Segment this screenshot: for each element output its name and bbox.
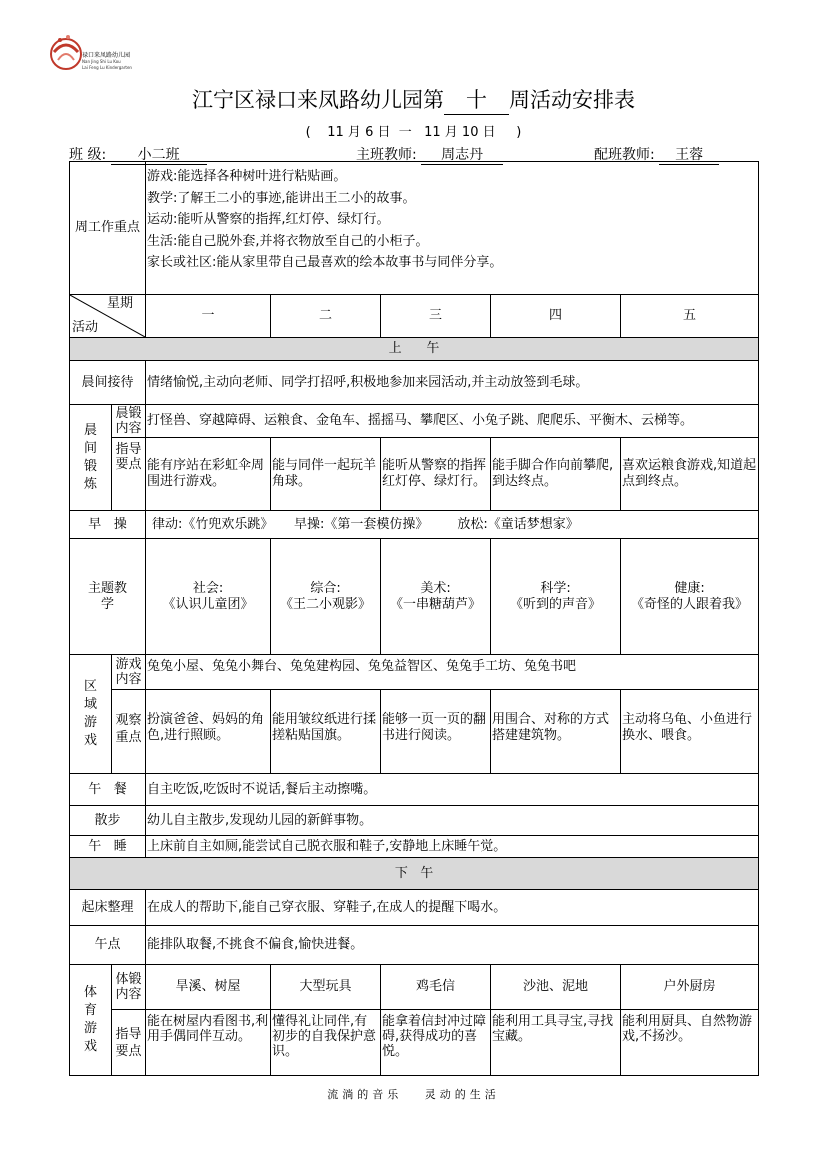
exercise-guide-row: [70, 438, 759, 511]
pe-guide-label: 指导要点: [112, 1010, 146, 1076]
pe-guide-thu: 能利用工具寻宝,寻找宝藏。: [491, 1010, 621, 1076]
walk-label: 散步: [70, 806, 146, 836]
area-observe-mon: 扮演爸爸、妈妈的角色,进行照顾。: [146, 690, 271, 774]
assist-teacher-value: 王蓉: [659, 144, 719, 165]
corner-cell: [70, 295, 146, 338]
class-value: 小二班: [111, 144, 207, 165]
theme-thu: [491, 539, 621, 655]
week-number: 十: [444, 84, 509, 115]
wake-text: 在成人的帮助下,能自己穿衣服、穿鞋子,在成人的提醒下喝水。: [146, 890, 759, 926]
weekly-schedule-table: [69, 161, 759, 1076]
theme-subject: 健康:: [674, 580, 705, 596]
weekday-wed: 三: [381, 295, 491, 338]
snack-row: [70, 926, 759, 965]
area-observe-wed: 能够一页一页的翻书进行阅读。: [381, 690, 491, 774]
drill-row: [70, 511, 759, 539]
theme-title: 《王二小观影》: [280, 596, 372, 612]
pe-group-label: 体育游戏: [70, 965, 112, 1076]
exercise-content-label: 晨锻内容: [112, 405, 146, 438]
kindergarten-logo: [44, 30, 144, 74]
weekday-mon: 一: [146, 295, 271, 338]
footer-motto: 流淌的音乐 灵动的生活: [327, 1088, 500, 1101]
focus-content: [146, 162, 759, 295]
exercise-guide-thu: 能手脚合作向前攀爬,到达终点。: [491, 438, 621, 511]
pe-content-thu: 沙池、泥地: [491, 965, 621, 1010]
exercise-guide-mon: 能有序站在彩虹伞周围进行游戏。: [146, 438, 271, 511]
theme-fri: [621, 539, 759, 655]
area-observe-thu: 用围合、对称的方式搭建建筑物。: [491, 690, 621, 774]
theme-subject: 科学:: [540, 580, 571, 596]
head-teacher-label: 主班教师:: [356, 147, 417, 163]
nap-label: 午 睡: [70, 836, 146, 858]
exercise-group-label: 晨间锻炼: [70, 405, 112, 511]
focus-label: 周工作重点: [70, 162, 146, 295]
area-content-label: 游戏内容: [112, 655, 146, 690]
pe-content-row: [70, 965, 759, 1010]
walk-text: 幼儿自主散步,发现幼儿园的新鲜事物。: [146, 806, 759, 836]
wake-row: [70, 890, 759, 926]
pe-content-mon: 旱溪、树屋: [146, 965, 271, 1010]
weekday-fri: 五: [621, 295, 759, 338]
wake-label: 起床整理: [70, 890, 146, 926]
date-range: ( 11 月 6 日 一 11 月 10 日 ): [305, 125, 522, 140]
title-prefix: 江宁区禄口来凤路幼儿园第: [192, 88, 444, 112]
weekday-header-row: [70, 295, 759, 338]
lunch-label: 午 餐: [70, 774, 146, 806]
lunch-text: 自主吃饭,吃饭时不说话,餐后主动擦嘴。: [146, 774, 759, 806]
logo-name-pinyin: Nan Jing Shi Lu Kou: [82, 59, 121, 64]
exercise-guide-wed: 能听从警察的指挥红灯停、绿灯行。: [381, 438, 491, 511]
drill-label: 早 操: [70, 511, 146, 539]
area-observe-label: 观察重点: [112, 690, 146, 774]
morning-banner-row: [70, 338, 759, 361]
theme-title: 《奇怪的人跟着我》: [631, 596, 749, 612]
focus-line: 教学:了解王二小的事迹,能讲出王二小的故事。: [147, 190, 416, 206]
focus-line: 运动:能听从警察的指挥,红灯停、绿灯行。: [147, 212, 390, 227]
area-content-row: [70, 655, 759, 690]
area-group-label: 区域游戏: [70, 655, 112, 774]
snack-label: 午点: [70, 926, 146, 965]
afternoon-banner: 下 午: [70, 858, 759, 890]
page-title: [0, 84, 827, 115]
theme-row: [70, 539, 759, 655]
focus-line: 游戏:能选择各种树叶进行粘贴画。: [147, 169, 347, 184]
area-observe-tue: 能用皱纹纸进行揉搓粘贴国旗。: [271, 690, 381, 774]
theme-title: 《听到的声音》: [510, 596, 602, 612]
exercise-guide-label: 指导要点: [112, 438, 146, 511]
nap-text: 上床前自主如厕,能尝试自己脱衣服和鞋子,安静地上床睡午觉。: [146, 836, 759, 858]
pe-content-wed: 鸡毛信: [381, 965, 491, 1010]
theme-mon: [146, 539, 271, 655]
theme-title: 《认识儿童团》: [162, 596, 254, 612]
pe-guide-mon: 能在树屋内看图书,利用手偶同伴互动。: [146, 1010, 271, 1076]
pe-content-tue: 大型玩具: [271, 965, 381, 1010]
focus-line: 家长或社区:能从家里带自己最喜欢的绘本故事书与同伴分享。: [147, 255, 503, 270]
exercise-content-text: 打怪兽、穿越障碍、运粮食、金龟车、摇摇马、攀爬区、小兔子跳、爬爬乐、平衡木、云梯等。: [146, 405, 759, 438]
pe-content-label: 体锻内容: [112, 965, 146, 1010]
area-observe-fri: 主动将乌龟、小鱼进行换水、喂食。: [621, 690, 759, 774]
pe-guide-fri: 能利用厨具、自然物游戏,不扬沙。: [621, 1010, 759, 1076]
weekday-thu: 四: [491, 295, 621, 338]
corner-activity-label: 活动: [72, 320, 99, 335]
assist-teacher-label: 配班教师:: [594, 147, 655, 163]
reception-text: 情绪愉悦,主动向老师、同学打招呼,积极地参加来园活动,并主动放签到毛球。: [146, 361, 759, 405]
exercise-guide-tue: 能与同伴一起玩羊角球。: [271, 438, 381, 511]
theme-tue: [271, 539, 381, 655]
pe-guide-tue: 懂得礼让同伴,有初步的自我保护意识。: [271, 1010, 381, 1076]
focus-line: 生活:能自己脱外套,并将衣物放至自己的小柜子。: [147, 233, 429, 249]
pe-guide-wed: 能拿着信封冲过障碍,获得成功的喜悦。: [381, 1010, 491, 1076]
exercise-guide-fri: 喜欢运粮食游戏,知道起点到终点。: [621, 438, 759, 511]
title-suffix: 周活动安排表: [509, 88, 635, 112]
theme-wed: [381, 539, 491, 655]
area-observe-row: [70, 690, 759, 774]
reception-label: 晨间接待: [70, 361, 146, 405]
head-teacher-value: 周志丹: [421, 144, 503, 165]
exercise-content-row: [70, 405, 759, 438]
reception-row: [70, 361, 759, 405]
afternoon-banner-row: [70, 858, 759, 890]
theme-label: 主题教学: [70, 539, 146, 655]
pe-guide-row: [70, 1010, 759, 1076]
theme-title: 《一串糖葫芦》: [390, 596, 482, 612]
theme-subject: 社会:: [192, 580, 224, 596]
logo-name-cn: 禄口来凤路幼儿园: [82, 52, 131, 59]
theme-subject: 综合:: [310, 580, 341, 596]
class-label: 班 级:: [69, 147, 107, 163]
nap-row: [70, 836, 759, 858]
pe-content-fri: 户外厨房: [621, 965, 759, 1010]
theme-subject: 美术:: [420, 580, 451, 596]
drill-text: 律动:《竹兜欢乐跳》 早操:《第一套模仿操》 放松:《童话梦想家》: [146, 511, 759, 539]
focus-row: [70, 162, 759, 295]
weekday-tue: 二: [271, 295, 381, 338]
logo-name-en: Lai Feng Lu Kindergarten: [82, 65, 132, 70]
area-content-text: 兔兔小屋、兔兔小舞台、兔兔建构园、兔兔益智区、兔兔手工坊、兔兔书吧: [146, 655, 759, 690]
snack-text: 能排队取餐,不挑食不偏食,愉快进餐。: [146, 926, 759, 965]
morning-banner: 上 午: [70, 338, 759, 361]
walk-row: [70, 806, 759, 836]
lunch-row: [70, 774, 759, 806]
corner-weekday-label: 星期: [107, 296, 134, 311]
